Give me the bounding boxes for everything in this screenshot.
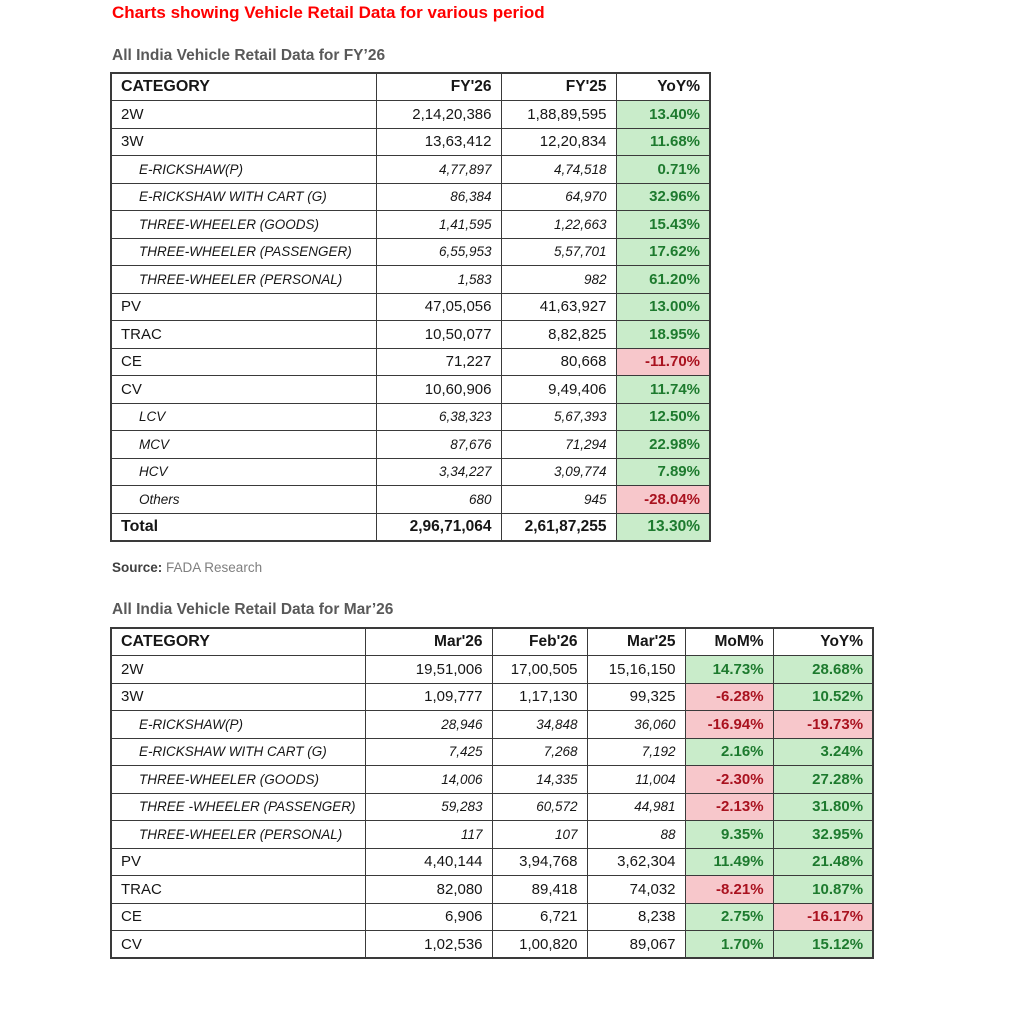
value-cell: 6,906 xyxy=(365,903,492,931)
value-cell: 88 xyxy=(587,821,685,849)
category-cell: E-RICKSHAW(P) xyxy=(111,156,376,184)
pct-cell: 10.87% xyxy=(773,876,873,904)
table-row xyxy=(111,903,873,931)
value-cell: 7,425 xyxy=(365,738,492,766)
pct-cell: -11.70% xyxy=(616,348,710,376)
category-cell: PV xyxy=(111,293,376,321)
value-cell: 3,09,774 xyxy=(501,458,616,486)
pct-cell: 1.70% xyxy=(685,931,773,959)
value-cell: 117 xyxy=(365,821,492,849)
value-cell: 41,63,927 xyxy=(501,293,616,321)
value-cell: 82,080 xyxy=(365,876,492,904)
pct-cell: 17.62% xyxy=(616,238,710,266)
category-cell: PV xyxy=(111,848,365,876)
value-cell: 4,40,144 xyxy=(365,848,492,876)
column-header: Mar'25 xyxy=(587,628,685,656)
pct-cell: 28.68% xyxy=(773,656,873,684)
value-cell: 64,970 xyxy=(501,183,616,211)
category-cell: THREE-WHEELER (GOODS) xyxy=(111,211,376,239)
column-header: CATEGORY xyxy=(111,628,365,656)
source-value: FADA Research xyxy=(166,560,263,575)
pct-cell: 11.68% xyxy=(616,128,710,156)
category-cell: THREE-WHEELER (GOODS) xyxy=(111,766,365,794)
table-row xyxy=(111,431,710,459)
pct-cell: -2.13% xyxy=(685,793,773,821)
table-row xyxy=(111,793,873,821)
category-cell: TRAC xyxy=(111,321,376,349)
value-cell: 47,05,056 xyxy=(376,293,501,321)
value-cell: 19,51,006 xyxy=(365,656,492,684)
value-cell: 9,49,406 xyxy=(501,376,616,404)
pct-cell: -16.94% xyxy=(685,711,773,739)
table-row xyxy=(111,348,710,376)
column-header: FY'25 xyxy=(501,73,616,101)
pct-cell: 13.00% xyxy=(616,293,710,321)
source-label: Source: xyxy=(112,560,163,575)
value-cell: 8,238 xyxy=(587,903,685,931)
value-cell: 71,294 xyxy=(501,431,616,459)
table-row xyxy=(111,101,710,129)
value-cell: 60,572 xyxy=(492,793,587,821)
value-cell: 15,16,150 xyxy=(587,656,685,684)
value-cell: 3,62,304 xyxy=(587,848,685,876)
category-cell: Total xyxy=(111,513,376,541)
value-cell: 5,67,393 xyxy=(501,403,616,431)
value-cell: 17,00,505 xyxy=(492,656,587,684)
pct-cell: 18.95% xyxy=(616,321,710,349)
value-cell: 3,94,768 xyxy=(492,848,587,876)
category-cell: E-RICKSHAW WITH CART (G) xyxy=(111,183,376,211)
value-cell: 14,335 xyxy=(492,766,587,794)
pct-cell: -28.04% xyxy=(616,486,710,514)
value-cell: 7,192 xyxy=(587,738,685,766)
column-header: MoM% xyxy=(685,628,773,656)
value-cell: 1,00,820 xyxy=(492,931,587,959)
value-cell: 80,668 xyxy=(501,348,616,376)
value-cell: 13,63,412 xyxy=(376,128,501,156)
table-row xyxy=(111,128,710,156)
pct-cell: 21.48% xyxy=(773,848,873,876)
value-cell: 5,57,701 xyxy=(501,238,616,266)
pct-cell: 0.71% xyxy=(616,156,710,184)
value-cell: 44,981 xyxy=(587,793,685,821)
table-row xyxy=(111,211,710,239)
category-cell: CV xyxy=(111,376,376,404)
table-row xyxy=(111,656,873,684)
value-cell: 87,676 xyxy=(376,431,501,459)
pct-cell: 27.28% xyxy=(773,766,873,794)
value-cell: 11,004 xyxy=(587,766,685,794)
pct-cell: 3.24% xyxy=(773,738,873,766)
value-cell: 1,22,663 xyxy=(501,211,616,239)
pct-cell: 61.20% xyxy=(616,266,710,294)
pct-cell: 32.95% xyxy=(773,821,873,849)
pct-cell: 13.40% xyxy=(616,101,710,129)
table-row xyxy=(111,931,873,959)
pct-cell: -2.30% xyxy=(685,766,773,794)
value-cell: 982 xyxy=(501,266,616,294)
pct-cell: 9.35% xyxy=(685,821,773,849)
pct-cell: 10.52% xyxy=(773,683,873,711)
table-row xyxy=(111,848,873,876)
table-row xyxy=(111,156,710,184)
pct-cell: 32.96% xyxy=(616,183,710,211)
table-row xyxy=(111,683,873,711)
value-cell: 1,09,777 xyxy=(365,683,492,711)
column-header: FY'26 xyxy=(376,73,501,101)
pct-cell: 22.98% xyxy=(616,431,710,459)
category-cell: 3W xyxy=(111,683,365,711)
table-body xyxy=(111,101,710,541)
pct-cell: -19.73% xyxy=(773,711,873,739)
pct-cell: 15.43% xyxy=(616,211,710,239)
value-cell: 107 xyxy=(492,821,587,849)
category-cell: Others xyxy=(111,486,376,514)
value-cell: 6,721 xyxy=(492,903,587,931)
category-cell: THREE -WHEELER (PASSENGER) xyxy=(111,793,365,821)
table-row xyxy=(111,321,710,349)
table1-heading: All India Vehicle Retail Data for FY’26 xyxy=(112,47,386,64)
value-cell: 6,55,953 xyxy=(376,238,501,266)
table-row xyxy=(111,458,710,486)
value-cell: 945 xyxy=(501,486,616,514)
category-cell: THREE-WHEELER (PASSENGER) xyxy=(111,238,376,266)
pct-cell: 15.12% xyxy=(773,931,873,959)
category-cell: CE xyxy=(111,348,376,376)
value-cell: 1,41,595 xyxy=(376,211,501,239)
value-cell: 1,88,89,595 xyxy=(501,101,616,129)
table-row xyxy=(111,486,710,514)
column-header: YoY% xyxy=(773,628,873,656)
value-cell: 10,60,906 xyxy=(376,376,501,404)
column-header: Feb'26 xyxy=(492,628,587,656)
table-body xyxy=(111,656,873,959)
category-cell: CE xyxy=(111,903,365,931)
value-cell: 7,268 xyxy=(492,738,587,766)
value-cell: 6,38,323 xyxy=(376,403,501,431)
value-cell: 36,060 xyxy=(587,711,685,739)
value-cell: 12,20,834 xyxy=(501,128,616,156)
category-cell: LCV xyxy=(111,403,376,431)
column-header: YoY% xyxy=(616,73,710,101)
pct-cell: -6.28% xyxy=(685,683,773,711)
value-cell: 1,583 xyxy=(376,266,501,294)
mar26-retail-table xyxy=(110,627,874,959)
table-row xyxy=(111,821,873,849)
value-cell: 34,848 xyxy=(492,711,587,739)
category-cell: HCV xyxy=(111,458,376,486)
category-cell: THREE-WHEELER (PERSONAL) xyxy=(111,266,376,294)
category-cell: E-RICKSHAW WITH CART (G) xyxy=(111,738,365,766)
pct-cell: 7.89% xyxy=(616,458,710,486)
value-cell: 59,283 xyxy=(365,793,492,821)
category-cell: 3W xyxy=(111,128,376,156)
pct-cell: 2.16% xyxy=(685,738,773,766)
column-header: Mar'26 xyxy=(365,628,492,656)
table-row xyxy=(111,183,710,211)
table-head xyxy=(111,628,873,656)
table-row xyxy=(111,266,710,294)
table-row xyxy=(111,403,710,431)
value-cell: 4,77,897 xyxy=(376,156,501,184)
value-cell: 1,17,130 xyxy=(492,683,587,711)
fy26-retail-table xyxy=(110,72,711,542)
category-cell: MCV xyxy=(111,431,376,459)
category-cell: 2W xyxy=(111,656,365,684)
header-row xyxy=(111,73,710,101)
value-cell: 3,34,227 xyxy=(376,458,501,486)
column-header: CATEGORY xyxy=(111,73,376,101)
pct-cell: -16.17% xyxy=(773,903,873,931)
value-cell: 1,02,536 xyxy=(365,931,492,959)
category-cell: CV xyxy=(111,931,365,959)
table-row xyxy=(111,876,873,904)
value-cell: 74,032 xyxy=(587,876,685,904)
category-cell: TRAC xyxy=(111,876,365,904)
value-cell: 71,227 xyxy=(376,348,501,376)
table-row xyxy=(111,238,710,266)
table-row xyxy=(111,766,873,794)
value-cell: 2,61,87,255 xyxy=(501,513,616,541)
table-head xyxy=(111,73,710,101)
value-cell: 2,96,71,064 xyxy=(376,513,501,541)
source-note xyxy=(112,560,262,575)
category-cell: 2W xyxy=(111,101,376,129)
pct-cell: 11.49% xyxy=(685,848,773,876)
value-cell: 4,74,518 xyxy=(501,156,616,184)
pct-cell: 14.73% xyxy=(685,656,773,684)
value-cell: 8,82,825 xyxy=(501,321,616,349)
value-cell: 89,067 xyxy=(587,931,685,959)
pct-cell: 2.75% xyxy=(685,903,773,931)
pct-cell: 12.50% xyxy=(616,403,710,431)
category-cell: E-RICKSHAW(P) xyxy=(111,711,365,739)
table-row xyxy=(111,293,710,321)
value-cell: 86,384 xyxy=(376,183,501,211)
pct-cell: 11.74% xyxy=(616,376,710,404)
value-cell: 89,418 xyxy=(492,876,587,904)
table-row xyxy=(111,738,873,766)
pct-cell: -8.21% xyxy=(685,876,773,904)
table2-heading: All India Vehicle Retail Data for Mar’26 xyxy=(112,601,394,618)
header-row xyxy=(111,628,873,656)
pct-cell: 13.30% xyxy=(616,513,710,541)
value-cell: 2,14,20,386 xyxy=(376,101,501,129)
pct-cell: 31.80% xyxy=(773,793,873,821)
table-row xyxy=(111,376,710,404)
value-cell: 99,325 xyxy=(587,683,685,711)
page-title: Charts showing Vehicle Retail Data for various period xyxy=(112,3,545,22)
category-cell: THREE-WHEELER (PERSONAL) xyxy=(111,821,365,849)
value-cell: 680 xyxy=(376,486,501,514)
value-cell: 28,946 xyxy=(365,711,492,739)
table-row xyxy=(111,711,873,739)
value-cell: 14,006 xyxy=(365,766,492,794)
table-row xyxy=(111,513,710,541)
value-cell: 10,50,077 xyxy=(376,321,501,349)
